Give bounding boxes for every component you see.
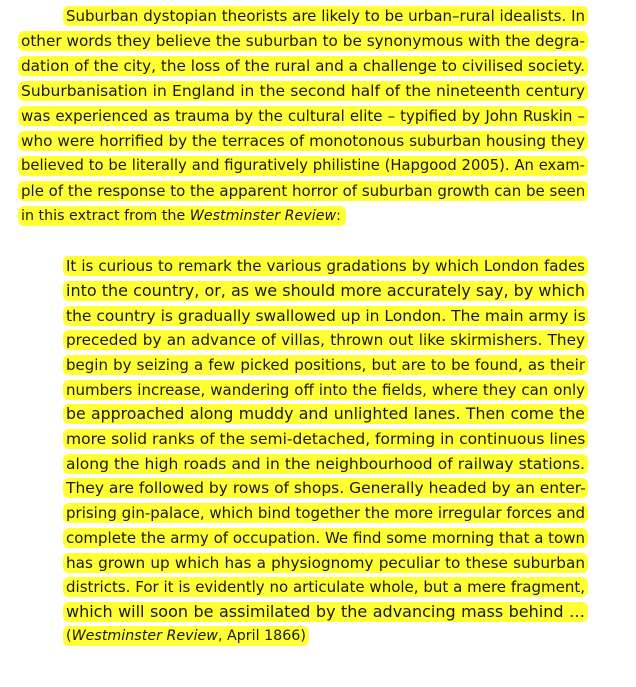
quote-line: preceded by an advance of villas, thrown out like skirmishers. They bbox=[63, 330, 588, 350]
citation-title: Westminster Review bbox=[71, 628, 218, 644]
paragraph-line: Suburbanisation in England in the second half of the nineteenth century bbox=[18, 81, 588, 101]
paragraph-line: believed to be literally and figuratively philistine (Hapgood 2005). An exam- bbox=[18, 156, 588, 176]
quote-line: begin by seizing a few picked positions, but are to be found, as their bbox=[63, 355, 588, 375]
quote-line: complete the army of occupation. We find some morning that a town bbox=[63, 528, 588, 548]
quote-line: numbers increase, wandering off into the fields, where they can only bbox=[63, 380, 588, 400]
quote-line: They are followed by rows of shops. Generally headed by an enter- bbox=[63, 478, 588, 498]
quote-line: the country is gradually swallowed up in London. The main army is bbox=[63, 306, 588, 326]
paragraph-line: who were horrified by the terraces of monotonous suburban housing they bbox=[18, 131, 588, 151]
quote-line: has grown up which has a physiognomy peculiar to these suburban bbox=[63, 553, 588, 573]
paragraph-line: dation of the city, the loss of the rural and a challenge to civilised society. bbox=[18, 56, 588, 76]
paragraph-line: ple of the response to the apparent horror of suburban growth can be seen bbox=[18, 181, 588, 201]
quote-citation: (Westminster Review, April 1866) bbox=[63, 626, 309, 646]
quote-line: be approached along muddy and unlighted lanes. Then come the bbox=[63, 404, 588, 424]
paragraph-line: other words they believe the suburban to be synonymous with the degra- bbox=[18, 31, 588, 51]
paragraph-line: was experienced as trauma by the cultural elite – typified by John Ruskin – bbox=[18, 106, 588, 126]
quote-line: It is curious to remark the various gradations by which London fades bbox=[63, 256, 588, 276]
paragraph-line: Suburban dystopian theorists are likely to be urban–rural idealists. In bbox=[63, 6, 588, 26]
quote-line: prising gin-palace, which bind together the more irregular forces and bbox=[63, 503, 588, 523]
quote-line: which will soon be assimilated by the advancing mass behind … bbox=[63, 602, 588, 622]
quote-line: into the country, or, as we should more accurately say, by which bbox=[63, 281, 588, 301]
quote-line: more solid ranks of the semi-detached, forming in continuous lines bbox=[63, 429, 588, 449]
publication-title: Westminster Review bbox=[189, 208, 337, 224]
paragraph-line: in this extract from the Westminster Review: bbox=[18, 206, 346, 226]
quote-line: along the high roads and in the neighbourhood of railway stations. bbox=[63, 454, 588, 474]
quote-line: districts. For it is evidently no articulate whole, but a mere fragment, bbox=[63, 577, 588, 597]
